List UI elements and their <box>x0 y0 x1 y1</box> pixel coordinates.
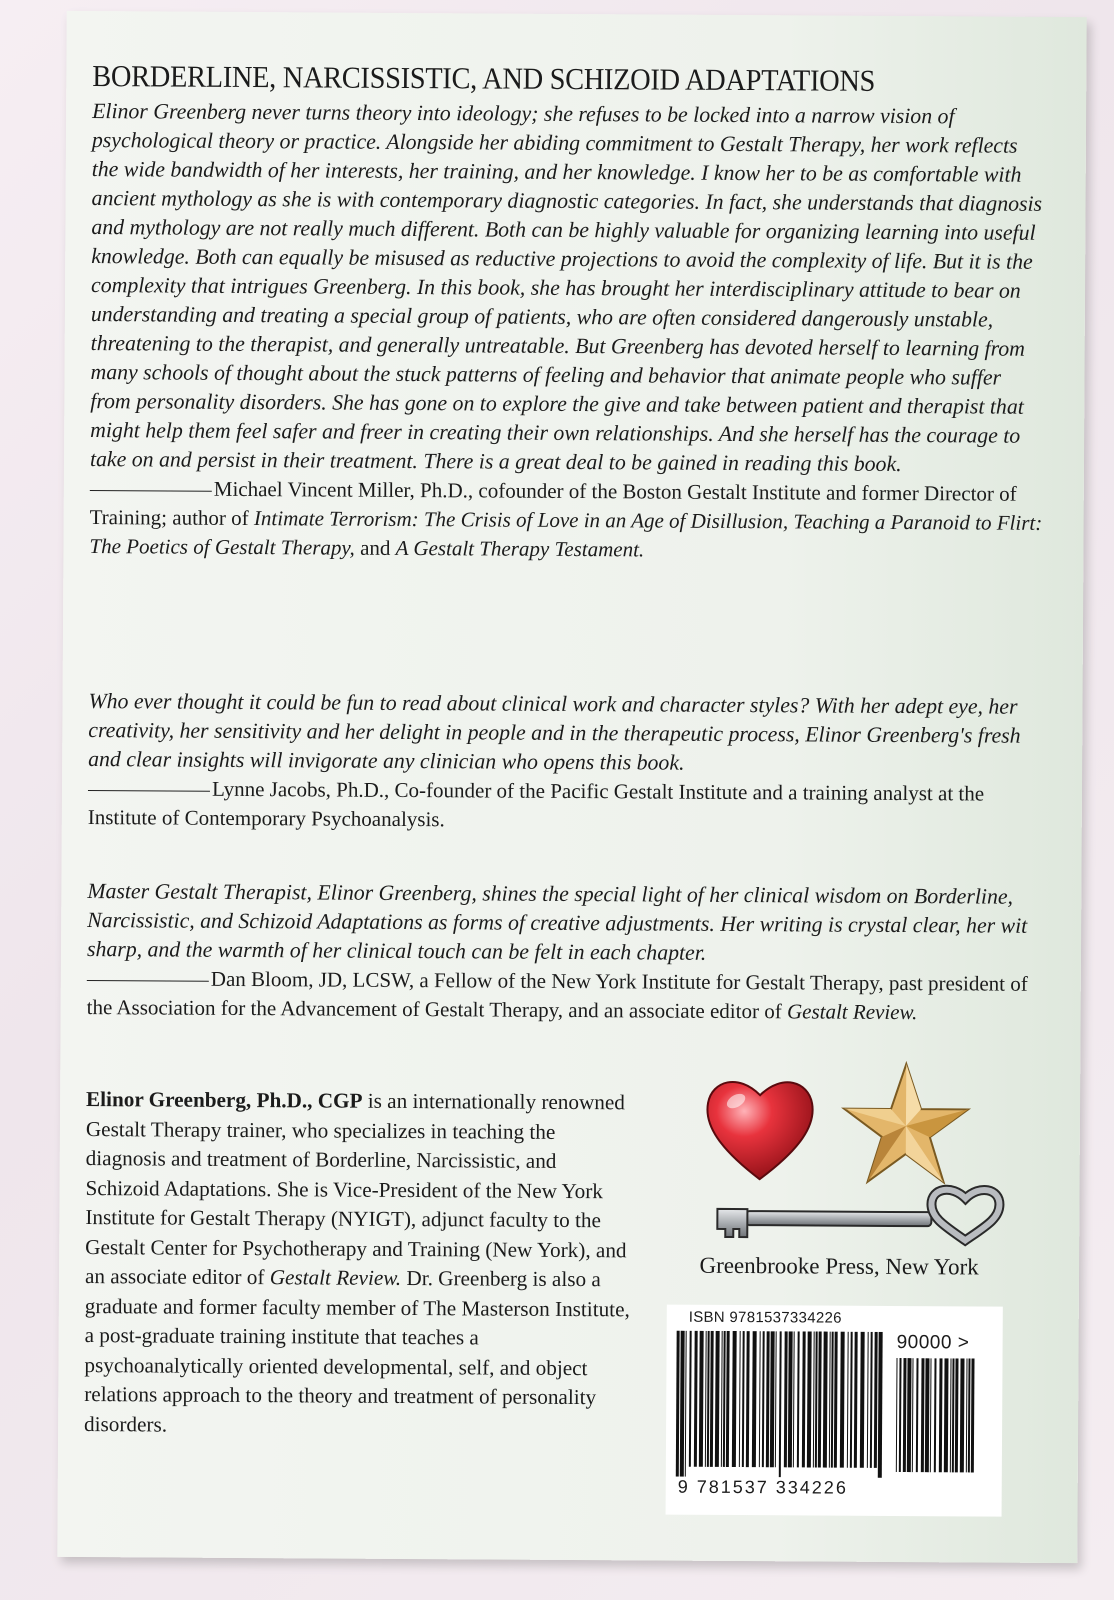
barcode-bar <box>689 1331 692 1467</box>
barcode-bar <box>699 1331 704 1467</box>
isbn-label: ISBN 9781537334226 <box>688 1308 842 1327</box>
barcode-bar <box>955 1358 959 1472</box>
endorsement-text: Elinor Greenberg never turns theory into ideology; she refuses to be locked into a narrow vision of psychological theory or practice. Alongside her abiding commitment to Gestalt Therapy, her work reflects the wide bandwidth of her interests, her training, and her knowledge. I know her to be as comfortable with ancient mythology as she is with contemporary diagnostic categories. In fact, she understands that diagnosis and mythology are not really much different. Both can be highly valuable for organizing learning into useful knowledge. Both can equally be misused as reductive projections to avoid the complexity of life. But it is the complexity that intrigues Greenberg. In this book, she has brought her interdisciplinary attitude to bear on understanding and treating a special group of patients, who are often considered dangerously unstable, threatening to the therapist, and generally untreatable. But Greenberg has devoted herself to learning from many schools of thought about the stuck patterns of feeling and behavior that animate people who suffer from personality disorders. She has gone on to explore the give and take between patient and therapist that might help them feel safer and freer in creating their own relationships. And she herself has the courage to take on and persist in their treatment. There is a great deal to be gained in reading this book. <box>89 99 1043 477</box>
barcode-bar <box>867 1332 869 1468</box>
barcode-bar <box>779 1331 782 1477</box>
barcode-bar <box>950 1358 952 1472</box>
barcode-bar <box>829 1332 831 1468</box>
barcode-bar <box>705 1331 707 1467</box>
barcode-bar <box>815 1331 818 1467</box>
endorsement-text: Who ever thought it could be fun to read about clinical work and character styles? With her adept eye, her creativity, her sensitivity and her delight in people and in the therapeutic process, Elinor Greenberg's fresh and clear insights will invigorate any clinician who opens this book. <box>88 689 1021 775</box>
barcode-bar <box>925 1358 930 1472</box>
barcode-bar <box>715 1331 720 1467</box>
isbn-barcode <box>666 1305 1003 1517</box>
endorsement-jacobs <box>88 687 1044 838</box>
barcode-bar <box>831 1332 834 1468</box>
key-icon <box>717 1188 999 1240</box>
barcode-bar <box>813 1331 815 1467</box>
barcode-bar <box>770 1331 775 1467</box>
barcode-bar <box>823 1332 828 1468</box>
cover-illustration <box>699 1053 1020 1255</box>
barcode-bar <box>710 1331 714 1467</box>
barcode-bar <box>685 1331 687 1477</box>
cover-title: BORDERLINE, NARCISSISTIC, AND SCHIZOID ADAPTATIONS <box>92 59 876 99</box>
barcode-bar <box>797 1331 800 1467</box>
barcode-bar <box>762 1331 765 1467</box>
barcode-bar <box>732 1331 737 1467</box>
barcode-bar <box>746 1331 750 1467</box>
book-back-cover <box>57 11 1086 1563</box>
endorsement-attribution: Lynne Jacobs, Ph.D., Co-founder of the Pacific Gestalt Institute and a training analyst at the Institute of Contemporary Psychoanalysis. <box>87 776 985 832</box>
barcode-bar <box>952 1358 955 1472</box>
attribution-rule <box>90 490 212 492</box>
barcode-bar <box>721 1331 723 1467</box>
barcode-bar <box>802 1331 806 1467</box>
barcode-bar <box>742 1331 745 1467</box>
barcode-bar <box>878 1332 883 1478</box>
barcode-bar <box>847 1332 849 1468</box>
publisher-imprint: Greenbrooke Press, New York <box>699 1252 979 1280</box>
barcode-bar <box>860 1332 865 1468</box>
barcode-bar <box>971 1358 975 1472</box>
barcode-bar <box>944 1358 949 1472</box>
barcode-bar <box>903 1358 907 1472</box>
barcode-bar <box>939 1358 943 1472</box>
barcode-bar <box>680 1331 685 1477</box>
barcode-bar <box>934 1358 937 1472</box>
barcode-bar <box>793 1331 795 1467</box>
endorsement-miller <box>89 97 1047 567</box>
barcode-bar <box>676 1331 680 1477</box>
barcode-bar <box>854 1332 858 1468</box>
barcode-bar <box>916 1358 919 1472</box>
endorsement-attribution: Dan Bloom, JD, LCSW, a Fellow of the New York Institute for Gestalt Therapy, past president of the Association for the Advancement of Gestalt Therapy, and an associate editor of Gestalt Review. <box>86 966 1028 1025</box>
barcode-bar <box>850 1332 853 1468</box>
barcode-bar <box>766 1331 770 1467</box>
barcode-bar <box>960 1358 965 1472</box>
barcode-bar <box>870 1332 873 1468</box>
barcode-bar <box>788 1331 793 1467</box>
barcode-bar <box>921 1358 925 1472</box>
isbn-digits: 9 781537 334226 <box>677 1476 848 1498</box>
barcode-bar <box>775 1331 777 1467</box>
star-icon <box>844 1064 969 1183</box>
barcode-bar <box>726 1331 730 1467</box>
barcode-bar <box>896 1358 898 1472</box>
barcode-bar <box>752 1331 757 1467</box>
endorsement-text: Master Gestalt Therapist, Elinor Greenberg, shines the special light of her clinical wisdom on Borderline, Narcissistic, and Schizoid Adaptations as forms of creative adjustments. Her writing is crystal clear, her wit sharp, and the warmth of her clinical touch can be felt in each chapter. <box>86 879 1028 965</box>
barcode-bar <box>694 1331 698 1467</box>
attribution-rule <box>87 980 209 982</box>
barcode-bar <box>907 1358 912 1472</box>
attribution-rule <box>88 790 210 792</box>
barcode-bar <box>759 1331 761 1467</box>
barcode-bar <box>840 1332 845 1468</box>
barcode-bar <box>912 1358 914 1472</box>
barcode-bar <box>807 1331 812 1467</box>
barcode-addon-bars <box>894 1358 979 1483</box>
barcode-bar <box>899 1358 902 1472</box>
barcode-bar <box>874 1332 878 1468</box>
price-code: 90000 > <box>896 1331 970 1354</box>
author-bio: Elinor Greenberg, Ph.D., CGP is an internationally renowned Gestalt Therapy trainer, who specializes in teaching the diagnosis and treatment of Borderline, Narcissistic, and Schizoid Adaptations. She is Vice-President of the New York Institute for Gestalt Therapy (NYIGT), adjunct faculty to the Gestalt Center for Psychotherapy and Training (New York), and an associate editor of Gestalt Review. Dr. Greenberg is also a graduate and former faculty member of The Masterson Institute, a post-graduate training institute that teaches a psychoanalytically oriented developmental, self, and object relations approach to the theory and treatment of personality disorders. <box>84 1087 630 1437</box>
barcode-bar <box>966 1358 968 1472</box>
heart-icon <box>707 1082 813 1180</box>
barcode-bar <box>930 1358 932 1472</box>
barcode-bar <box>834 1332 838 1468</box>
barcode-bar <box>784 1331 788 1467</box>
barcode-bars <box>674 1331 885 1478</box>
barcode-bar <box>723 1331 726 1467</box>
author-name: Elinor Greenberg, Ph.D., CGP <box>86 1087 363 1113</box>
endorsement-bloom <box>87 877 1043 1028</box>
barcode-bar <box>818 1332 822 1468</box>
barcode-bar <box>707 1331 710 1467</box>
barcode-bar <box>739 1331 741 1467</box>
barcode-bar <box>968 1358 971 1472</box>
endorsement-attribution: Michael Vincent Miller, Ph.D., cofounder of the Boston Gestalt Institute and former Director of Training; author of Intimate Terrorism: The Crisis of Love in an Age of Disillusion, Teaching a Paranoid to Flirt: The Poetics of Gestalt Therapy, and A Gestalt Therapy Testament. <box>89 476 1043 562</box>
